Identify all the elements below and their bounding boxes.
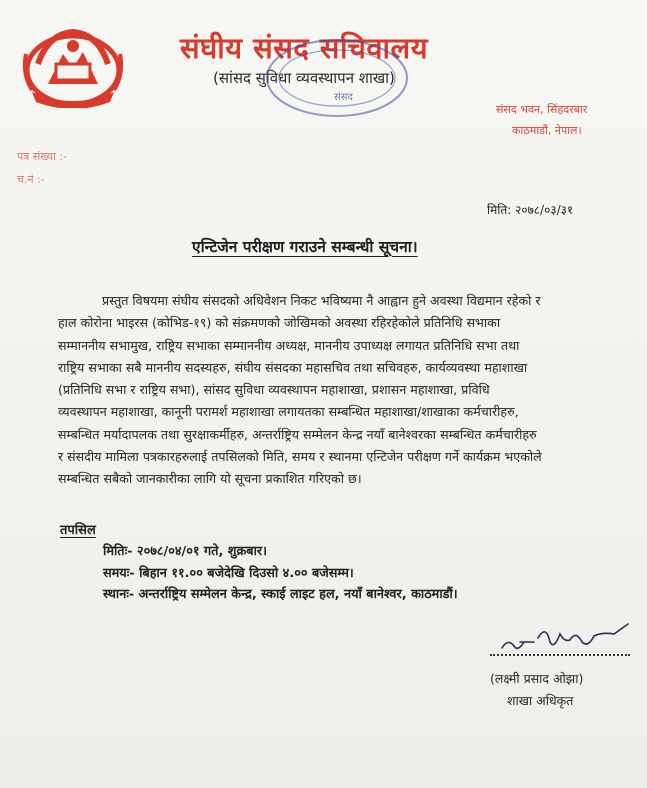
body-line: र संसदीय मामिला पत्रकारहरुलाई तपसिलको मिति, समय र स्थानमा एन्टिजेन परीक्षण गर्ने कार्यक्रम भएकोले: [58, 449, 542, 465]
body-line: व्यवस्थापन महाशाखा, कानूनी परामर्श महाशाखा लगायतका सम्बन्धित महाशाखा/शाखाका कर्मचारीहरु,: [58, 404, 519, 420]
body-line: सम्माननीय सभामुख, राष्ट्रिय सभाका सम्माननीय अध्यक्ष, माननीय उपाध्यक्ष लगायत प्रतिनिधि सभा तथा: [58, 337, 520, 353]
stamp-text: संसद: [334, 92, 353, 103]
body-line: (प्रतिनिधि सभा र राष्ट्रिय सभा), सांसद सुविधा व्यवस्थापन महाशाखा, प्रशासन महाशाखा, प्रविधि: [58, 382, 490, 398]
nepal-emblem-icon: [18, 24, 128, 108]
body-line: राष्ट्रिय सभाका सबै माननीय सदस्यहरु, संघीय संसदका महासचिव तथा सचिवहरु, कार्यव्यवस्था महाशाखा: [58, 359, 528, 375]
address-line2: काठमाडौं, नेपाल।: [512, 124, 582, 137]
signatory-name: (लक्ष्मी प्रसाद ओझा): [490, 671, 584, 686]
body-line: सम्बन्धित सबैको जानकारीका लागि यो सूचना प्रकाशित गरिएको छ।: [58, 471, 362, 487]
body-line: प्रस्तुत विषयमा संघीय संसदको अधिवेशन निकट भविष्यमा नै आह्वान हुने अवस्था विद्यमान रहेको र: [102, 293, 541, 308]
office-title: संघीय संसद सचिवालय: [180, 31, 429, 65]
details-date: मितिः- २०७८/०४/०१ गते, शुक्रबार।: [103, 544, 268, 559]
official-stamp: [262, 36, 412, 120]
details-label: तपसिल: [60, 523, 96, 538]
details-time: समयः- बिहान ११.०० बजेदेखि दिउसो ४.०० बजेसम्म।: [103, 566, 354, 581]
body-line: हाल कोरोना भाइरस (कोभिड-१९) को संक्रमणको जोखिमको अवस्था रहिरहेकोले प्रतिनिधि सभाका: [58, 315, 501, 331]
signatory-post: शाखा अधिकृत: [507, 693, 574, 708]
notice-heading: एन्टिजेन परीक्षण गराउने सम्बन्धी सूचना।: [192, 238, 418, 256]
handwritten-signature: [494, 612, 634, 660]
letter-date: मिति: २०७८/०३/३१: [487, 203, 574, 217]
letter-number-label: पत्र संख्या :-: [17, 150, 68, 163]
dispatch-number-label: च.नं :-: [17, 173, 45, 186]
address-line1: संसद भवन, सिंहदरबार: [496, 103, 588, 116]
office-subtitle: (सांसद सुविधा व्यवस्थापन शाखा): [213, 69, 395, 87]
body-line: सम्बन्धित मर्यादापलक तथा सुरक्षाकर्मीहरु, अन्तर्राष्ट्रिय सम्मेलन केन्द्र नयाँ बानेश्वरका सम्बन्धित कर्मचारीहरु: [58, 426, 537, 442]
details-place: स्थानः- अन्तर्राष्ट्रिय सम्मेलन केन्द्र, स्काई लाइट हल, नयाँ बानेश्वर, काठमाडौं।: [103, 587, 458, 602]
signature-line: [490, 654, 630, 656]
notice-body: [58, 290, 606, 491]
